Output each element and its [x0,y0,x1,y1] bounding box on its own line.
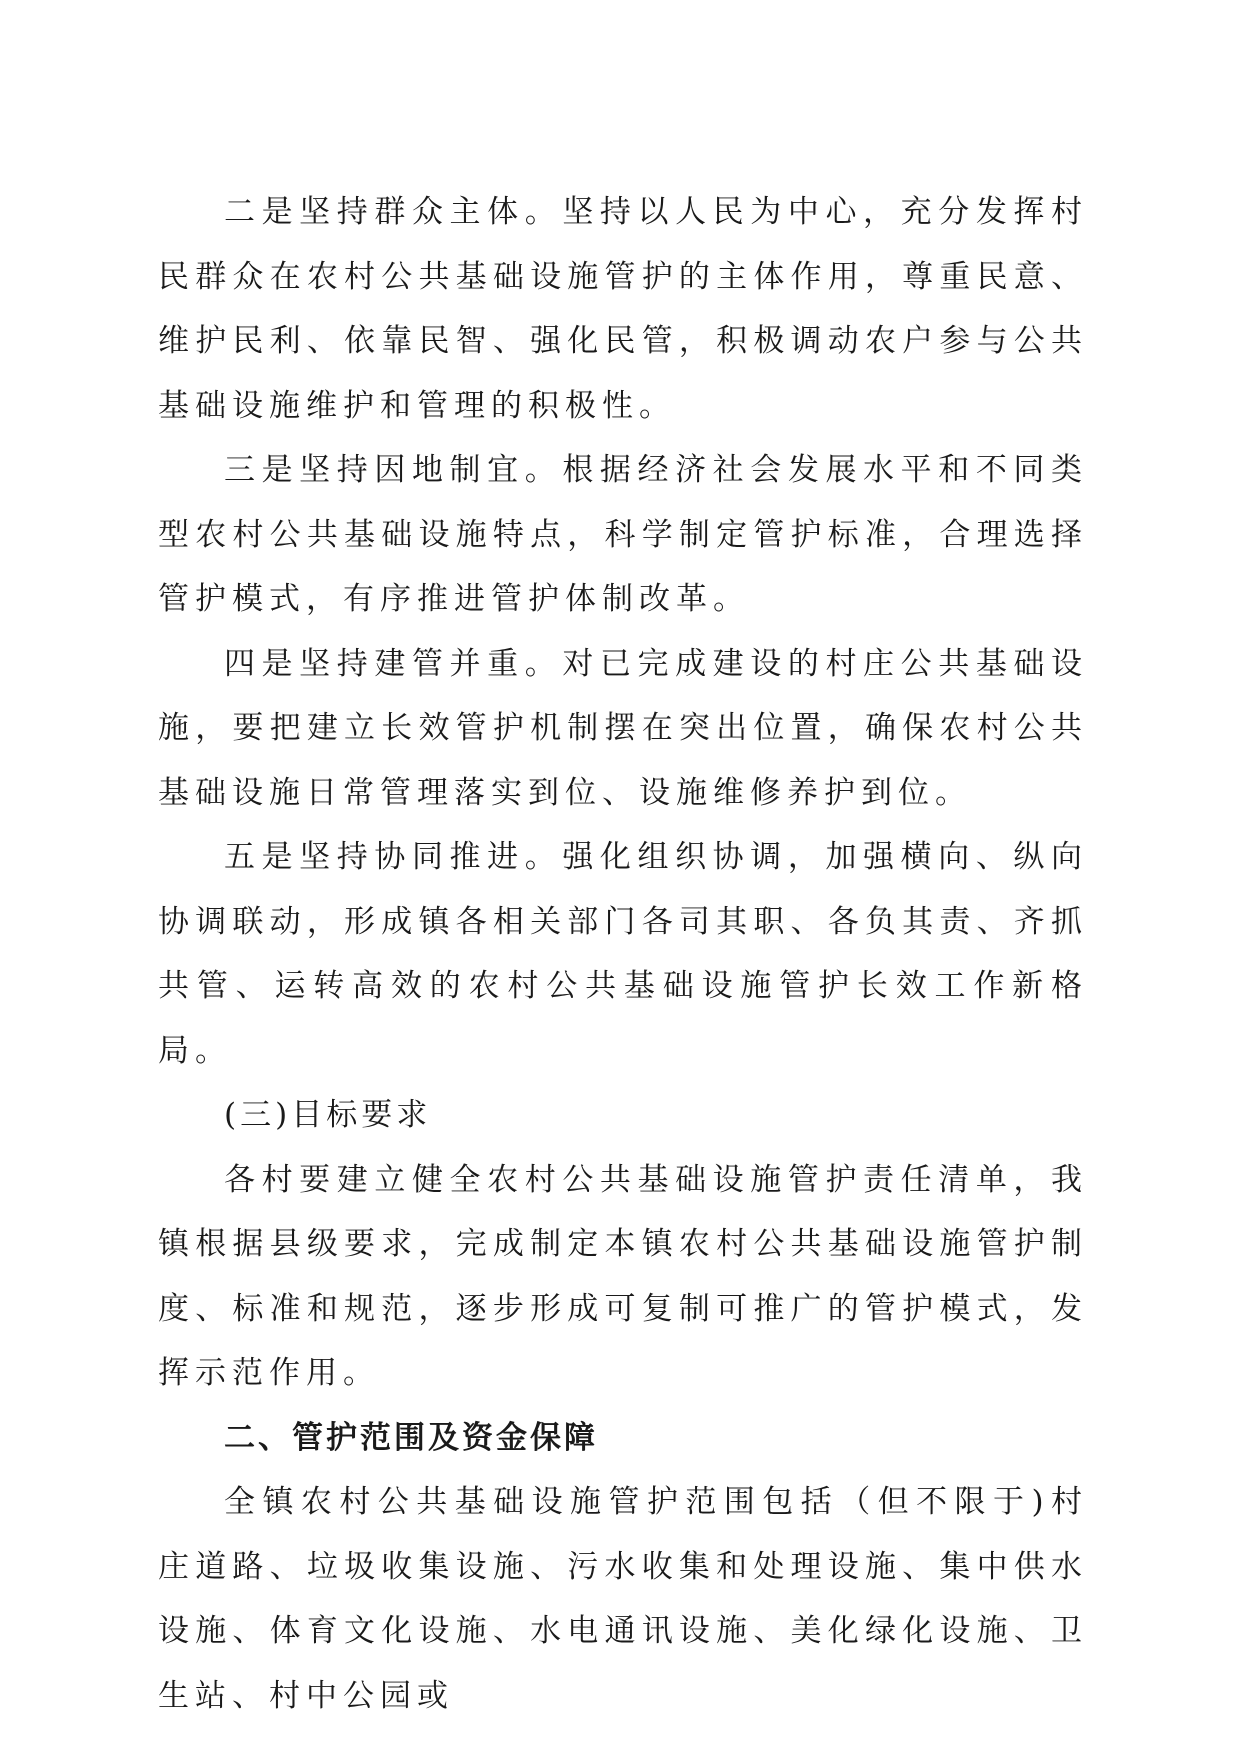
paragraph-scope: 全镇农村公共基础设施管护范围包括（但不限于)村庄道路、垃圾收集设施、污水收集和处理设施、集中供水设施、体育文化设施、水电通讯设施、美化绿化设施、卫生站、村中公园或 [158,1484,1088,1714]
paragraph-mass-principle: 二是坚持群众主体。坚持以人民为中心，充分发挥村民群众在农村公共基础设施管护的主体作用，尊重民意、维护民利、依靠民智、强化民管，积极调动农户参与公共基础设施维护和管理的积极性。 [158,194,1088,424]
paragraph-goals: 各村要建立健全农村公共基础设施管护责任清单，我镇根据县级要求，完成制定本镇农村公共基础设施管护制度、标准和规范，逐步形成可复制可推广的管护模式，发挥示范作用。 [158,1161,1088,1391]
subheading-goals: (三)目标要求 [224,1097,432,1133]
paragraph-local-conditions: 三是坚持因地制宜。根据经济社会发展水平和不同类型农村公共基础设施特点，科学制定管护标准，合理选择管护模式，有序推进管护体制改革。 [158,452,1088,617]
paragraph-coordinated-advance: 五是坚持协同推进。强化组织协调，加强横向、纵向协调联动，形成镇各相关部门各司其职、各负其责、齐抓共管、运转高效的农村公共基础设施管护长效工作新格局。 [158,839,1088,1069]
section-heading-scope-funding: 二、管护范围及资金保障 [224,1419,598,1456]
document-body [158,180,1088,1728]
paragraph-build-and-manage: 四是坚持建管并重。对已完成建设的村庄公共基础设施，要把建立长效管护机制摆在突出位置，确保农村公共基础设施日常管理落实到位、设施维修养护到位。 [158,645,1088,811]
